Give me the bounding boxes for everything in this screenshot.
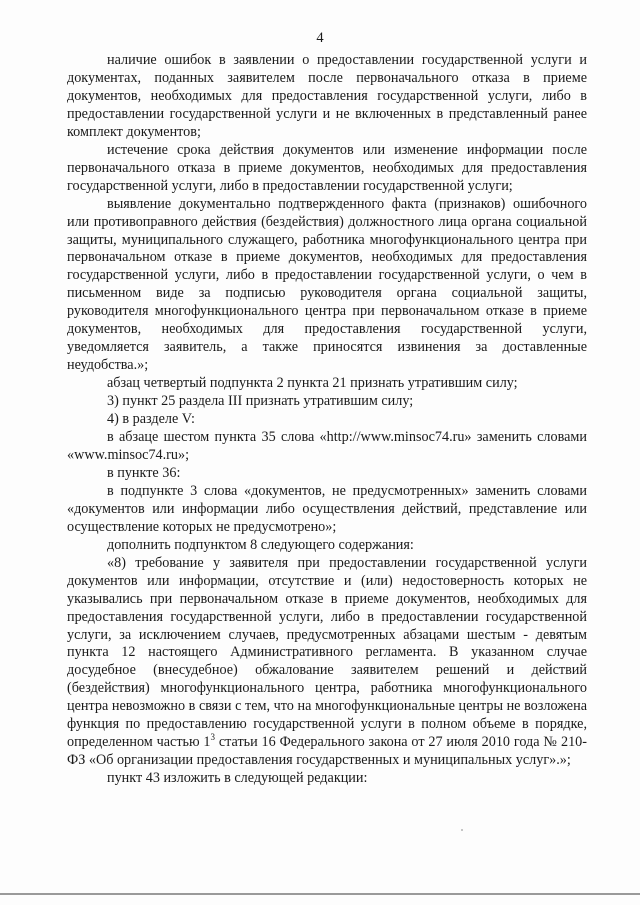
page-number: 4 xyxy=(316,30,324,46)
subclause-8-text-tail: статьи 16 Федерального закона от 27 июля 2010 года № 210-ФЗ «Об организации предоставления государственных и муниципальных услуг».»; xyxy=(67,734,587,769)
scan-edge-line xyxy=(0,893,640,895)
paragraph-item-3: 3) пункт 25 раздела III признать утратившим силу; xyxy=(107,393,414,410)
paragraph-document-expiry: истечение срока действия документов или изменение информации после первоначального отказа в приеме документов, необходимых для предоставления государственной услуги, либо в предоставлении государственной услуги; xyxy=(67,141,587,194)
paragraph-clause-21-void: абзац четвертый подпункта 2 пункта 21 признать утратившим силу; xyxy=(107,375,518,392)
paragraph-add-subclause-8: дополнить подпунктом 8 следующего содержания: xyxy=(107,536,414,553)
paragraph-errors-in-application: наличие ошибок в заявлении о предоставлении государственной услуги и документах, поданных заявителем после первоначального отказа в приеме документов, необходимых для предоставления государственной услуги, либо в предоставлении государственной услуги и не включенных в представленный ранее комплект документов; xyxy=(67,52,587,140)
footnote-superscript: 3 xyxy=(210,732,216,743)
paragraph-clause-35-url: в абзаце шестом пункта 35 слова «http://www.minsoc74.ru» заменить словами «www.minsoc74.ru»; xyxy=(67,429,587,463)
subclause-8-text-main: «8) требование у заявителя при предоставлении государственной услуги документов или информации, отсутствие и (или) недостоверность которых не указывались при первоначальном отказе в приеме документов, необходимых для предоставления государственной услуги, либо в предоставлении государственной услуги, за исключением случаев, предусмотренных абзацами шестым - девятым пункта 12 настоящего Административного регламента. В указанном случае досудебное (внесудебное) обжалование заявителем решений и действий (бездействия) многофункционального центра, работника многофункционального центра невозможно в связи с тем, что на многофункциональные центры не возложена функция по предоставлению государственной услуги в полном объеме в порядке, определенном частью 1 xyxy=(67,554,587,751)
paragraph-subclause-8-text xyxy=(67,555,587,770)
paragraph-clause-36: в пункте 36: xyxy=(107,464,181,481)
scan-speck xyxy=(461,829,463,831)
paragraph-item-4: 4) в разделе V: xyxy=(107,411,195,428)
paragraph-clause-43: пункт 43 изложить в следующей редакции: xyxy=(107,770,368,787)
paragraph-subclause-3: в подпункте 3 слова «документов, не предусмотренных» заменить словами «документов или информации либо осуществления действий, представление или осуществление которых не предусмотрено»; xyxy=(67,482,587,535)
paragraph-official-misconduct: выявление документально подтвержденного факта (признаков) ошибочного или противоправного действия (бездействия) должностного лица органа социальной защиты, муниципального служащего, работника многофункционального центра при первоначальном отказе в приеме документов, необходимых для предоставления государственной услуги, либо в предоставлении государственной услуги, о чем в письменном виде за подписью руководителя органа социальной защиты, руководителя многофункционального центра при первоначальном отказе в приеме документов, необходимых для предоставления государственной услуги, уведомляется заявитель, а также приносятся извинения за доставленные неудобства.»; xyxy=(67,195,587,374)
document-body xyxy=(67,52,587,788)
